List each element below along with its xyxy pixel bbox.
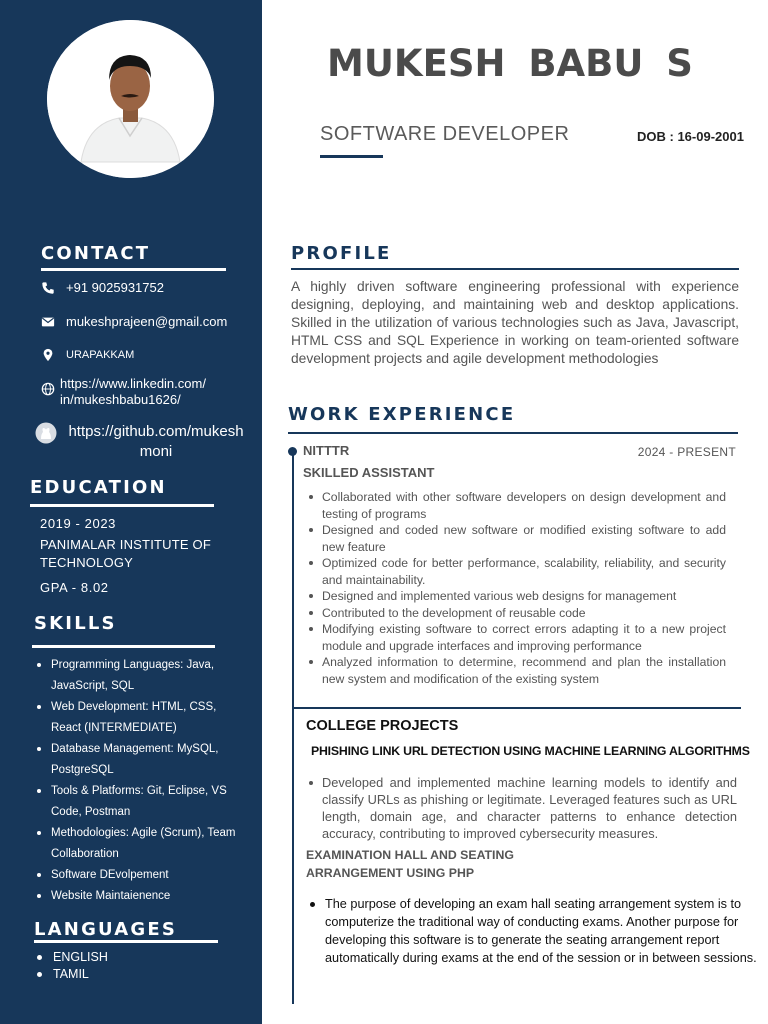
projects-heading: COLLEGE PROJECTS xyxy=(306,718,459,734)
skill-item: Methodologies: Agile (Scrum), Team Collaboration xyxy=(36,823,236,865)
skill-item: Database Management: MySQL, PostgreSQL xyxy=(36,739,236,781)
education-divider xyxy=(30,504,214,507)
duty-item: Optimized code for better performance, scalability, reliability, and security and maintainability. xyxy=(306,555,726,588)
location-text: URAPAKKAM xyxy=(66,349,135,361)
sidebar xyxy=(0,0,262,1024)
contact-divider xyxy=(41,268,226,271)
education-gpa: GPA - 8.02 xyxy=(40,580,109,595)
github-link[interactable]: https://github.com/mukesh moni xyxy=(68,423,244,460)
skills-divider xyxy=(32,645,215,648)
languages-list xyxy=(36,949,108,983)
language-item: ENGLISH xyxy=(36,949,108,966)
profile-divider xyxy=(291,268,739,270)
project-1-points xyxy=(306,774,737,842)
languages-divider xyxy=(34,940,218,943)
skills-list xyxy=(36,655,236,907)
phone-icon xyxy=(40,280,56,296)
job-role: SOFTWARE DEVELOPER xyxy=(320,123,570,145)
contact-github xyxy=(35,422,255,462)
profile-photo xyxy=(47,20,214,178)
skill-item: Web Development: HTML, CSS, React (INTERMEDIATE) xyxy=(36,697,236,739)
skill-item: Website Maintaienence xyxy=(36,886,236,907)
language-item: TAMIL xyxy=(36,966,108,983)
email-text[interactable]: mukeshprajeen@gmail.com xyxy=(66,314,228,329)
duty-item: Designed and implemented various web designs for management xyxy=(306,588,726,605)
role-underline xyxy=(320,155,383,158)
timeline-line xyxy=(292,451,294,1004)
profile-summary: A highly driven software engineering professional with experience designing, deploying, and maintaining web and desktop applications. Skilled in the utilization of various technologies such as Java, Javascript, HTML CSS and SQL Experience in working on team-oriented software development projects and agile development methodologies xyxy=(291,279,739,366)
contact-heading: CONTACT xyxy=(41,243,151,264)
mail-icon xyxy=(40,314,56,330)
skills-heading: SKILLS xyxy=(34,613,117,634)
employer-name: NITTTR xyxy=(303,443,350,458)
job-title: SKILLED ASSISTANT xyxy=(303,465,435,480)
contact-phone xyxy=(40,280,164,296)
duty-item: Analyzed information to determine, recommend and plan the installation new system and modification of the existing system xyxy=(306,654,726,687)
skill-item: Programming Languages: Java, JavaScript, SQL xyxy=(36,655,236,697)
projects-divider xyxy=(292,707,741,709)
employment-period: 2024 - PRESENT xyxy=(637,445,736,459)
experience-heading: WORK EXPERIENCE xyxy=(288,404,516,425)
date-of-birth: DOB : 16-09-2001 xyxy=(637,129,744,144)
project-point: The purpose of developing an exam hall seating arrangement system is to computerize the traditional way of conducting exams. Another purpose for developing this software is to generate the seating arrangement report automatically during exams at the end of the session or in between sessions. xyxy=(306,895,766,967)
skill-item: Software DEvolpement xyxy=(36,865,236,886)
languages-heading: LANGUAGES xyxy=(34,919,178,940)
contact-linkedin xyxy=(40,376,230,408)
project-1-title: PHISHING LINK URL DETECTION USING MACHINE LEARNING ALGORITHMS xyxy=(311,744,750,758)
linkedin-link[interactable]: https://www.linkedin.com/ in/mukeshbabu1626/ xyxy=(60,376,206,407)
contact-location xyxy=(40,347,134,363)
candidate-name: MUKESH BABU S xyxy=(327,42,693,85)
phone-text[interactable]: +91 9025931752 xyxy=(66,280,164,295)
github-icon xyxy=(35,422,57,444)
duty-item: Collaborated with other software developers on design development and testing of programs xyxy=(306,489,726,522)
duties-list xyxy=(306,489,726,687)
location-pin-icon xyxy=(40,347,56,363)
project-point: Developed and implemented machine learning models to identify and classify URLs as phishing or legitimate. Leveraged features such as URL length, domain age, and character patterns to enhance detection accuracy, contributing to improved cybersecurity measures. xyxy=(306,774,737,842)
globe-icon xyxy=(40,381,56,397)
duty-item: Modifying existing software to correct errors adapting it to a new project module and upgrade interfaces and improving performance xyxy=(306,621,726,654)
project-2-title: EXAMINATION HALL AND SEATING ARRANGEMENT USING PHP xyxy=(306,848,514,880)
contact-email xyxy=(40,314,227,330)
experience-divider xyxy=(288,432,738,434)
skill-item: Tools & Platforms: Git, Eclipse, VS Code, Postman xyxy=(36,781,236,823)
duty-item: Designed and coded new software or modified existing software to add new feature xyxy=(306,522,726,555)
duty-item: Contributed to the development of reusable code xyxy=(306,605,726,622)
education-heading: EDUCATION xyxy=(30,477,167,498)
education-years: 2019 - 2023 xyxy=(40,516,116,531)
profile-heading: PROFILE xyxy=(291,243,392,264)
project-2-points xyxy=(306,895,766,967)
timeline-dot xyxy=(288,447,297,456)
person-illustration xyxy=(47,20,214,178)
education-institute: PANIMALAR INSTITUTE OF TECHNOLOGY xyxy=(40,537,212,570)
